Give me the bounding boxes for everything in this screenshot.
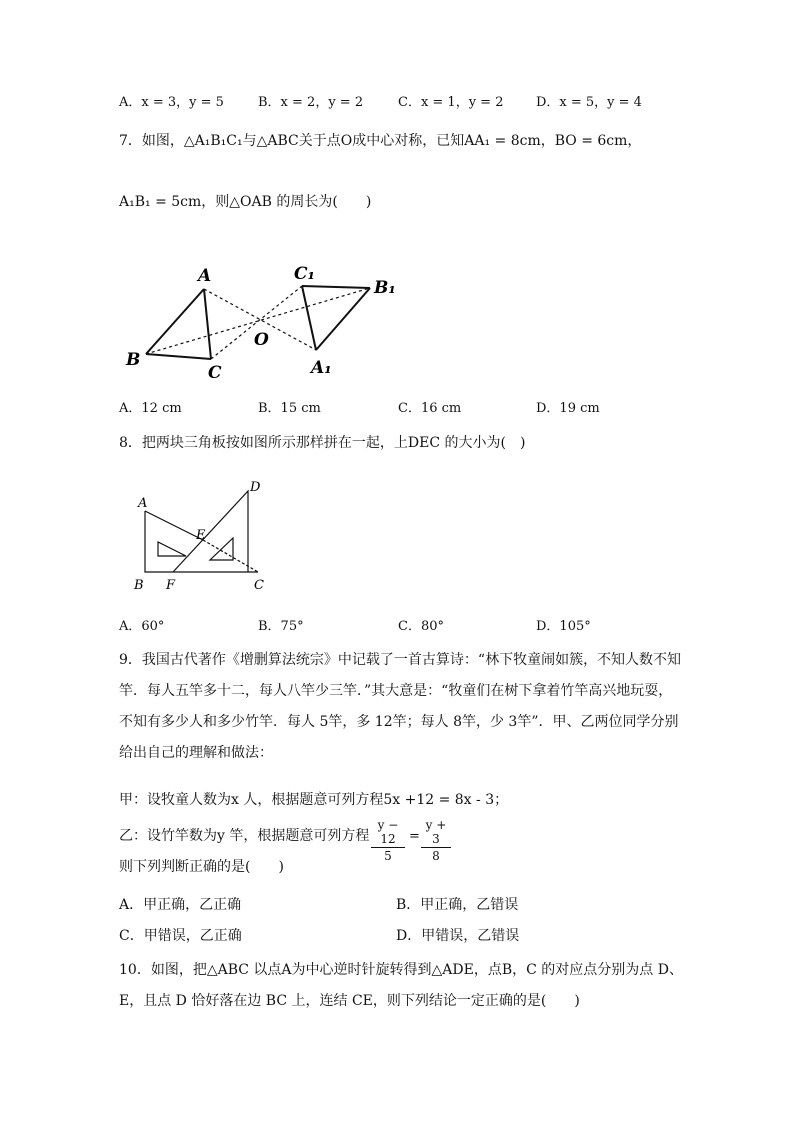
q7-label-O: O — [254, 330, 269, 350]
q9-jia-method: 甲：设牧童人数为x 人，根据题意可列方程5x +12 = 8x - 3； — [119, 792, 509, 808]
q9-yi-method: 乙：设竹竿数为y 竿，根据题意可列方程 — [119, 828, 370, 844]
q7-option-a: A．12 cm — [119, 401, 182, 416]
q9-line-3: 不知有多少人和多少竹竿．每人 5竿，多 12竿；每人 8竿，少 3竿”．甲、乙两位同学分别 — [119, 714, 679, 730]
q7-option-d: D．19 cm — [536, 401, 600, 416]
q8-label-E: E — [196, 528, 206, 543]
q10-stem-line1: 10．如图，把△ABC 以点A为中心逆时针旋转得到△ADE，点B，C 的对应点分别为点 D、 — [119, 962, 683, 978]
q9-option-b: B．甲正确，乙错误 — [396, 897, 519, 913]
q9-fraction-right-denominator: 8 — [432, 849, 440, 863]
q9-question: 则下列判断正确的是( ) — [119, 859, 284, 875]
q9-fraction-left-denominator: 5 — [384, 849, 392, 863]
q7-stem-line2: A₁B₁ = 5cm，则△OAB 的周长为( ) — [119, 194, 372, 210]
q8-label-F: F — [166, 578, 176, 593]
q6-option-b: B．x = 2，y = 2 — [258, 95, 364, 110]
q8-label-C: C — [254, 578, 264, 593]
q6-option-a: A．x = 3，y = 5 — [119, 95, 224, 110]
q9-fraction-left — [371, 818, 405, 863]
q9-fraction-left-numerator: y − 12 — [377, 818, 399, 846]
q7-label-A1: A₁ — [311, 358, 332, 378]
q8-option-a: A．60° — [119, 619, 165, 634]
q7-label-C: C — [208, 363, 222, 383]
q7-figure — [118, 255, 408, 385]
q9-fraction-right — [421, 818, 451, 863]
q10-stem-line2: E，且点 D 恰好落在边 BC 上，连结 CE，则下列结论一定正确的是( ) — [119, 993, 580, 1009]
q7-label-C1: C₁ — [294, 264, 315, 284]
q8-stem: 8．把两块三角板按如图所示那样拼在一起，上DEC 的大小为( ) — [119, 435, 526, 451]
q8-option-b: B．75° — [258, 619, 304, 634]
q6-option-d: D．x = 5，y = 4 — [536, 95, 642, 110]
q9-line-2: 竿．每人五竿多十二，每人八竿少三竿．”其大意是：“牧童们在树下拿着竹竿高兴地玩耍， — [119, 683, 673, 699]
q9-option-c: C．甲错误，乙正确 — [119, 928, 242, 944]
q9-option-a: A．甲正确，乙正确 — [119, 897, 242, 913]
q8-option-d: D．105° — [536, 619, 591, 634]
q9-line-4: 给出自己的理解和做法： — [119, 745, 273, 761]
q8-label-D: D — [250, 480, 261, 495]
q7-stem-line1: 7．如图，△A₁B₁C₁与△ABC关于点O成中心对称，已知AA₁ = 8cm，BO = 6cm， — [119, 133, 642, 149]
q8-label-A: A — [138, 496, 148, 511]
q8-label-B: B — [134, 578, 144, 593]
q7-option-c: C．16 cm — [398, 401, 462, 416]
q9-fraction-right-numerator: y + 3 — [425, 818, 447, 846]
q9-option-d: D．甲错误，乙错误 — [396, 928, 520, 944]
q8-figure — [128, 474, 278, 596]
q7-label-B: B — [126, 350, 141, 370]
q9-line-1: 9．我国古代著作《增删算法统宗》中记载了一首古算诗：“林下牧童闹如簇，不知人数不知 — [119, 652, 682, 668]
q7-label-A: A — [198, 266, 212, 286]
q9-equals-sign: = — [409, 829, 420, 844]
q7-option-b: B．15 cm — [258, 401, 321, 416]
q7-label-B1: B₁ — [374, 278, 396, 298]
q8-option-c: C．80° — [398, 619, 444, 634]
q6-option-c: C．x = 1，y = 2 — [398, 95, 504, 110]
